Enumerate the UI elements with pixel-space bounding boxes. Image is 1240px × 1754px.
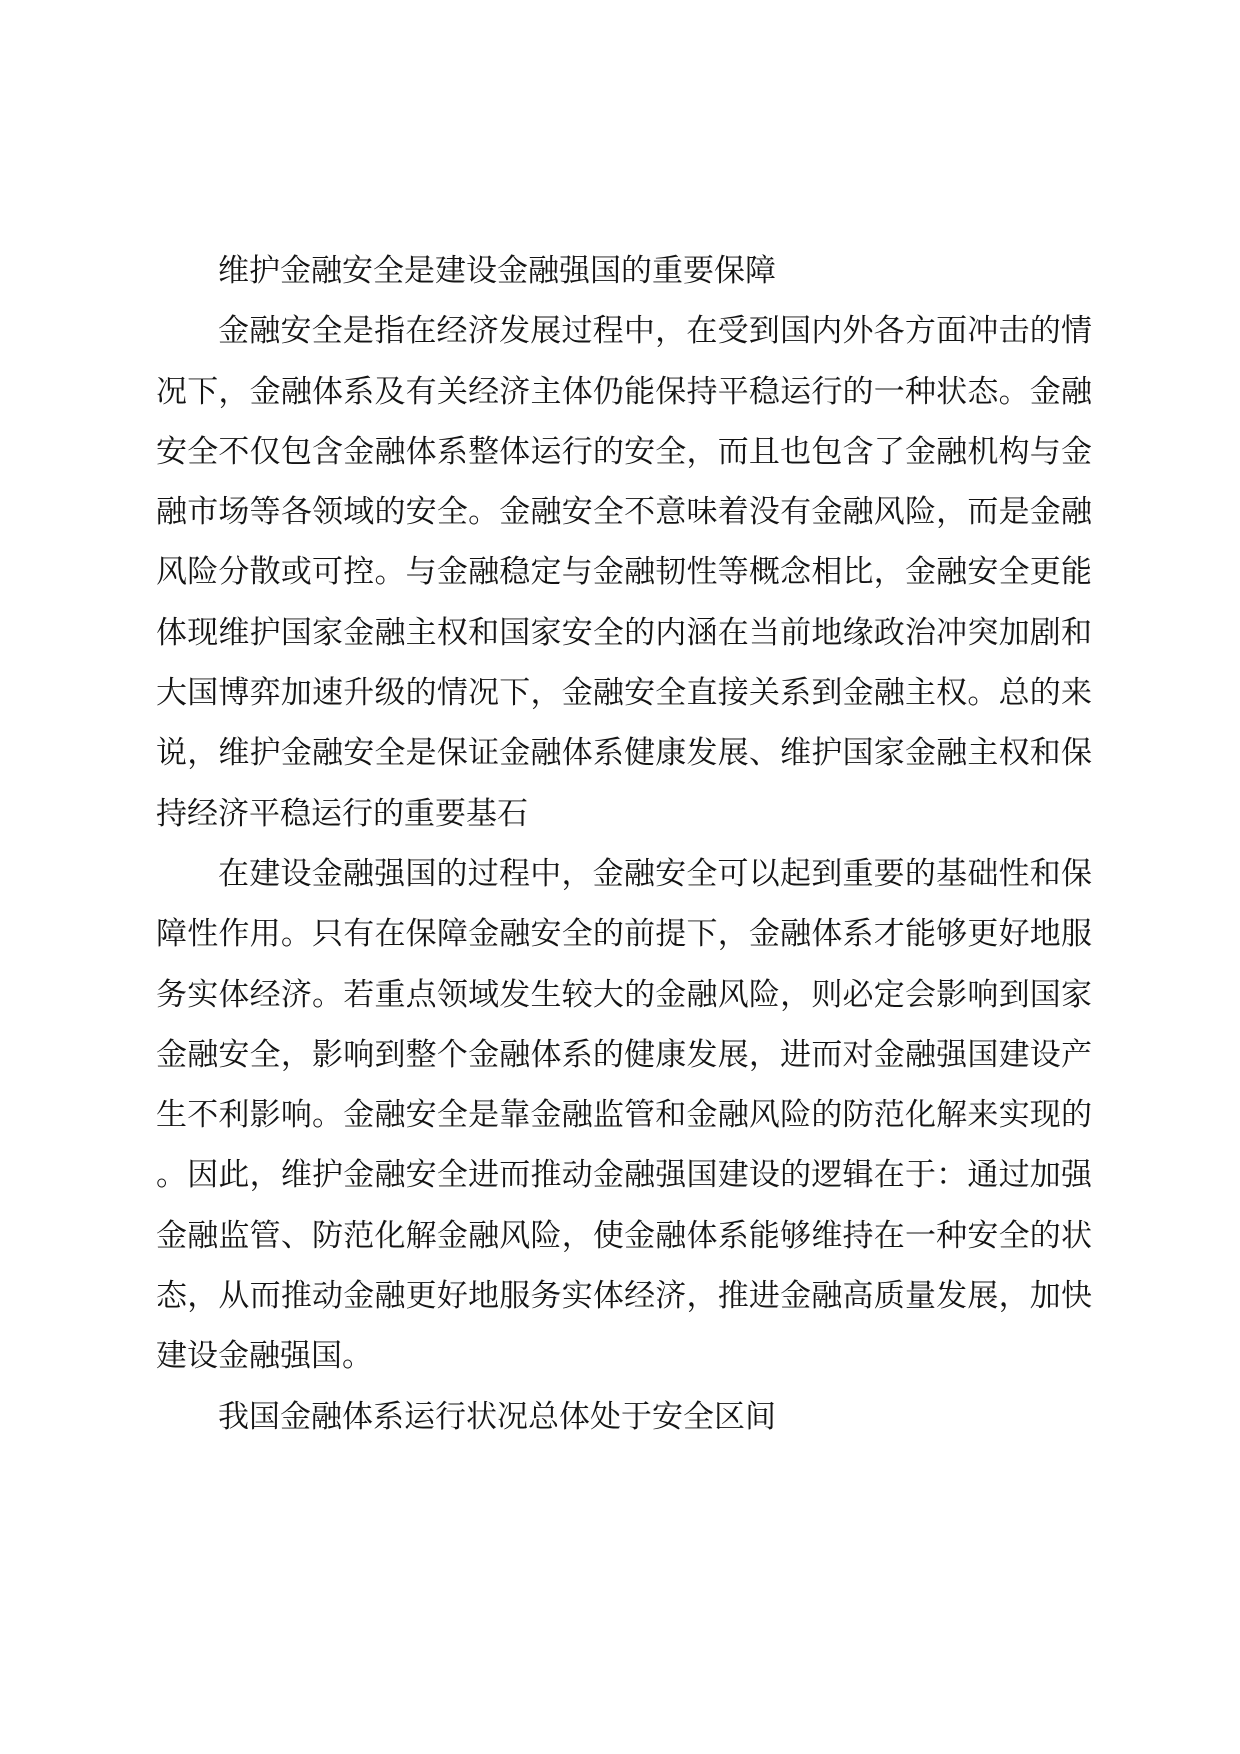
body-paragraph: 在建设金融强国的过程中，金融安全可以起到重要的基础性和保障性作用。只有在保障金融安全的前提下，金融体系才能够更好地服务实体经济。若重点领域发生较大的金融风险，则必定会影响到国家金融安全，影响到整个金融体系的健康发展，进而对金融强国建设产生不利影响。金融安全是靠金融监管和金融风险的防范化解来实现的。因此，维护金融安全进而推动金融强国建设的逻辑在于：通过加强金融监管、防范化解金融风险，使金融体系能够维持在一种安全的状态，从而推动金融更好地服务实体经济，推进金融高质量发展，加快建设金融强国。: [156, 855, 1092, 1375]
section-heading: 维护金融安全是建设金融强国的重要保障: [218, 253, 776, 289]
body-paragraph: 金融安全是指在经济发展过程中，在受到国内外各方面冲击的情况下，金融体系及有关经济主体仍能保持平稳运行的一种状态。金融安全不仅包含金融体系整体运行的安全，而且也包含了金融机构与金融市场等各领域的安全。金融安全不意味着没有金融风险，而是金融风险分散或可控。与金融稳定与金融韧性等概念相比，金融安全更能体现维护国家金融主权和国家安全的内涵在当前地缘政治冲突加剧和大国博弈加速升级的情况下，金融安全直接关系到金融主权。总的来说，维护金融安全是保证金融体系健康发展、维护国家金融主权和保持经济平稳运行的重要基石: [156, 313, 1092, 832]
section-heading: 我国金融体系运行状况总体处于安全区间: [218, 1398, 776, 1435]
document-body: [156, 241, 1092, 1447]
